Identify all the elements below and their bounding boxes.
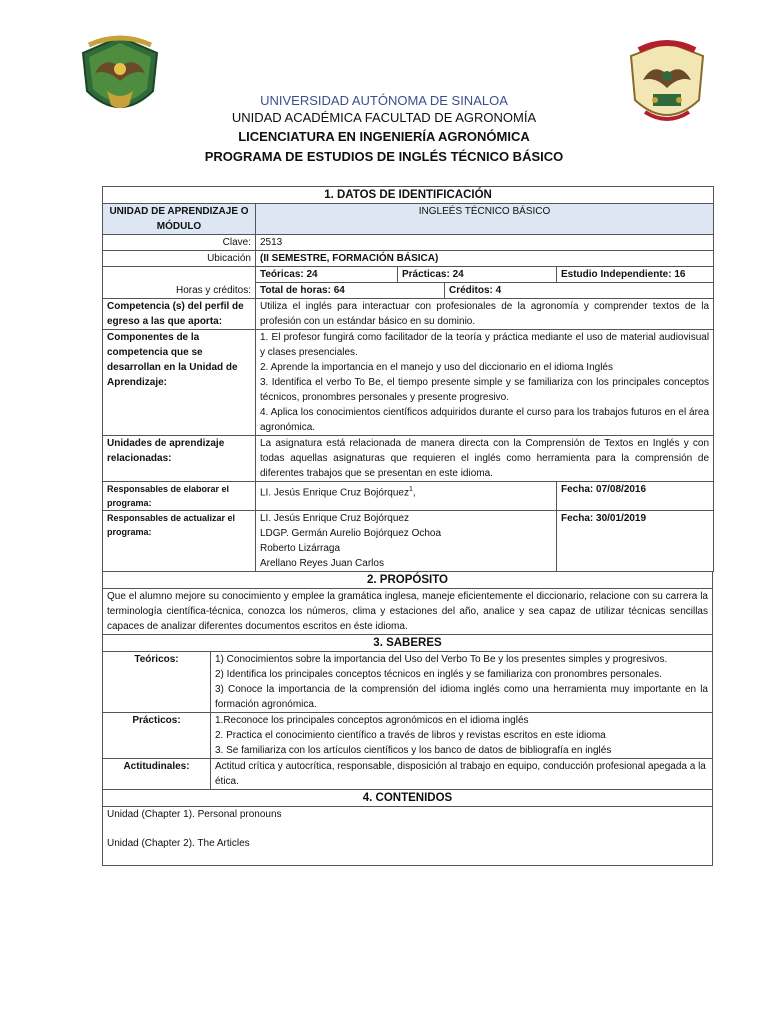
componente-item: 2. Aprende la importancia en el manejo y uso del diccionario en el idioma Inglés (260, 362, 613, 373)
academic-unit: UNIDAD ACADÉMICA FACULTAD DE AGRONOMÍA (231, 110, 537, 125)
competencia-value: Utiliza el inglés para interactuar con profesionales de la agronomía y comprender textos de la profesión con un estándar básico en su dominio. (256, 299, 714, 330)
section-4-title: 4. CONTENIDOS (103, 790, 713, 807)
practico-item: 1.Reconoce los principales conceptos agronómicos en el idioma inglés (215, 715, 529, 726)
program-document (102, 186, 713, 866)
proposito-text: Que el alumno mejore su conocimiento y emplee la gramática inglesa, maneje eficientemente el diccionario, relacione con su carrera la terminología científica-técnica, conozca los números, clima y estaciones del año, analice y sea capaz de utilizar técnicas sencillas capaces de analizar diferentes documentos escritos en éste idioma. (103, 589, 713, 635)
footnote-marker: 1 (408, 486, 413, 493)
teoricas-hours: Teóricas: 24 (256, 267, 398, 283)
responsable-name: Roberto Lizárraga (260, 543, 341, 554)
section-2-title: 2. PROPÓSITO (103, 572, 713, 589)
practico-item: 2. Practica el conocimiento científico a través de libros y revistas escritos en este idioma (215, 730, 606, 741)
practicos-list (211, 713, 713, 759)
teoricos-list (211, 652, 713, 713)
spacer (107, 822, 708, 836)
total-hours: Total de horas: 64 (256, 283, 445, 299)
clave-value: 2513 (256, 235, 714, 251)
estudio-hours: Estudio Independiente: 16 (557, 267, 714, 283)
proposito-table (102, 571, 713, 635)
componente-item: 3. Identifica el verbo To Be, el tiempo presente simple y se familiariza con los principales conceptos técnicos, pronombres personales y presente progresivo. (260, 377, 710, 403)
ubicacion-value: (II SEMESTRE, FORMACIÓN BÁSICA) (256, 251, 714, 267)
unidades-value: La asignatura está relacionada de manera directa con la Comprensión de Textos en Inglés y con todas aquellas asignaturas que requieren el inglés como herramienta para la comprensión de diferentes trabajos que se presentan en este idioma. (256, 436, 714, 482)
ubicacion-label: Ubicación (103, 251, 256, 267)
identification-table (102, 186, 714, 572)
actitudinales-value: Actitud crítica y autocrítica, responsable, disposición al trabajo en equipo, conducción profesional apegada a la ética. (211, 759, 713, 790)
contenido-item: Unidad (Chapter 2). The Articles (107, 838, 250, 849)
componente-item: 4. Aplica los conocimientos científicos adquiridos durante el curso para los trabajos futuros en el área agronómica. (260, 407, 710, 433)
responsable-name: LDGP. Germán Aurelio Bojórquez Ochoa (260, 528, 442, 539)
unidad-label: UNIDAD DE APRENDIZAJE O MÓDULO (103, 204, 256, 235)
resp-elaborar-name: LI. Jesús Enrique Cruz Bojórquez (260, 487, 409, 499)
resp-elaborar-value (256, 482, 557, 511)
componente-item: 1. El profesor fungirá como facilitador de la teoría y práctica mediante el uso de material audiovisual y clases presenciales. (260, 332, 710, 358)
contenido-item: Unidad (Chapter 1). Personal pronouns (107, 809, 282, 820)
creditos: Créditos: 4 (445, 283, 714, 299)
document-header (0, 0, 768, 180)
responsable-name: LI. Jesús Enrique Cruz Bojórquez (260, 513, 409, 524)
resp-elaborar-comma: , (412, 487, 416, 499)
componentes-label: Componentes de la competencia que se desarrollan en la Unidad de Aprendizaje: (103, 330, 256, 436)
section-1-title: 1. DATOS DE IDENTIFICACIÓN (103, 187, 714, 204)
actitudinales-label: Actitudinales: (103, 759, 211, 790)
practico-item: 3. Se familiariza con los artículos científicos y los banco de datos de bibliografía en inglés (215, 745, 612, 756)
section-3-title: 3. SABERES (103, 635, 713, 652)
saberes-table (102, 634, 713, 790)
resp-actualizar-list (256, 511, 557, 572)
practicas-hours: Prácticas: 24 (398, 267, 557, 283)
teorico-item: 1) Conocimientos sobre la importancia del Uso del Verbo To Be y los presentes simples y progresivos. (215, 654, 668, 665)
clave-label: Clave: (103, 235, 256, 251)
contenidos-table (102, 789, 713, 866)
fecha-actualizar: Fecha: 30/01/2019 (557, 511, 714, 572)
program-title: PROGRAMA DE ESTUDIOS DE INGLÉS TÉCNICO BÁSICO (204, 149, 564, 164)
horas-label: Horas y créditos: (103, 267, 256, 299)
teorico-item: 3) Conoce la importancia de la comprensión del idioma inglés como una herramienta muy importante en la formación agronómica. (215, 684, 708, 710)
resp-actualizar-label: Responsables de actualizar el programa: (103, 511, 256, 572)
practicos-label: Prácticos: (103, 713, 211, 759)
teoricos-label: Teóricos: (103, 652, 211, 713)
fecha-elaborar: Fecha: 07/08/2016 (557, 482, 714, 511)
teorico-item: 2) Identifica los principales conceptos técnicos en inglés y se familiariza con pronombres personales. (215, 669, 662, 680)
unidades-label: Unidades de aprendizaje relacionadas: (103, 436, 256, 482)
competencia-label: Competencia (s) del perfil de egreso a las que aporta: (103, 299, 256, 330)
university-name: UNIVERSIDAD AUTÓNOMA DE SINALOA (260, 93, 508, 108)
contenidos-list (103, 807, 713, 866)
resp-elaborar-label: Responsables de elaborar el programa: (103, 482, 256, 511)
degree-name: LICENCIATURA EN INGENIERÍA AGRONÓMICA (238, 129, 530, 144)
componentes-list (256, 330, 714, 436)
unidad-value: INGLEÉS TÉCNICO BÁSICO (256, 204, 714, 235)
responsable-name: Arellano Reyes Juan Carlos (260, 558, 384, 569)
